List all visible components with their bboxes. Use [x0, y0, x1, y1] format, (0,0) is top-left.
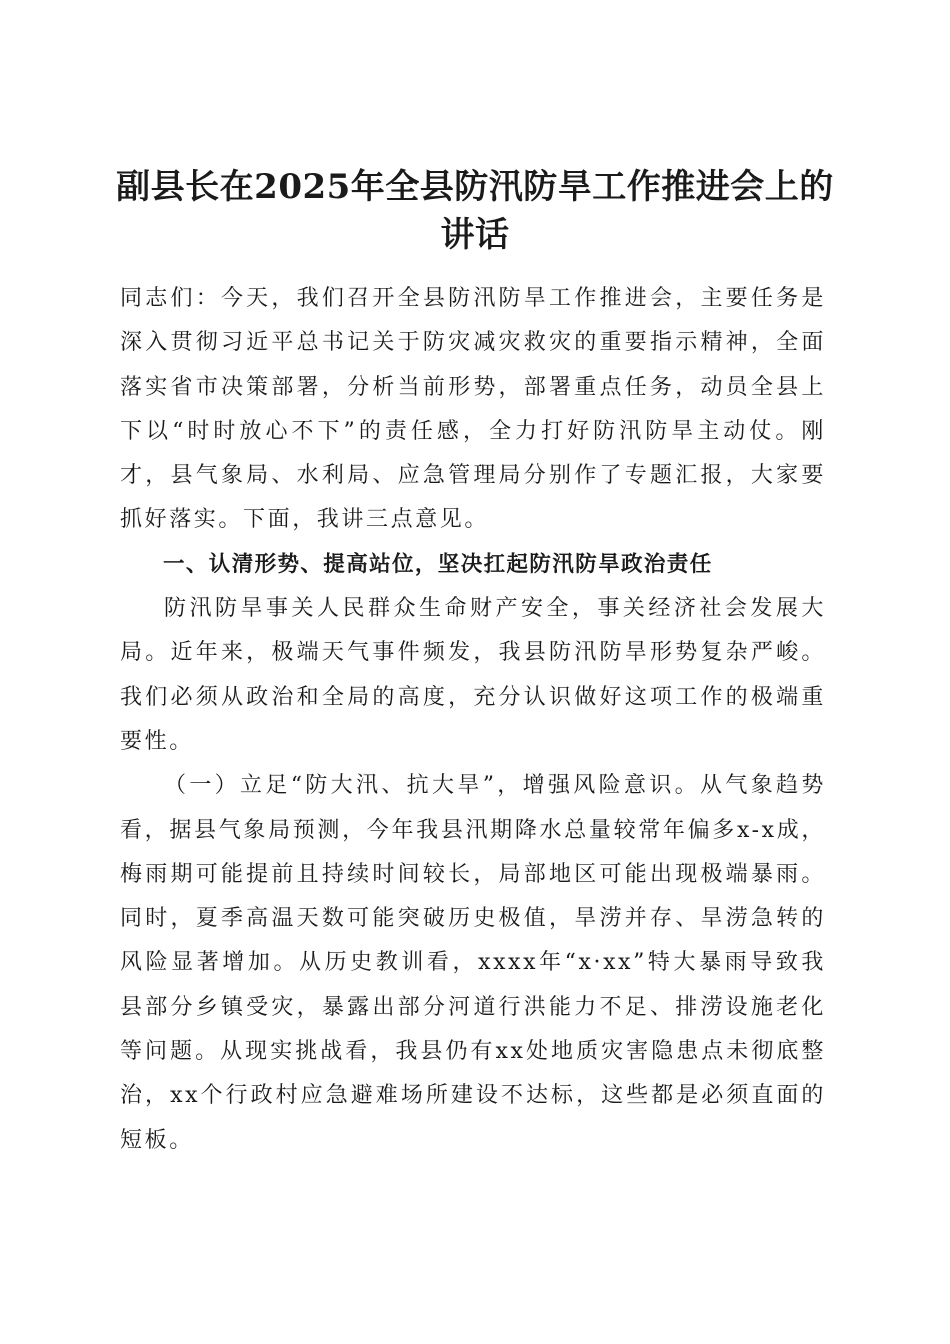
section-intro-paragraph: 防汛防旱事关人民群众生命财产安全，事关经济社会发展大局。近年来，极端天气事件频发，我县防汛防旱形势复杂严峻。我们必须从政治和全局的高度，充分认识做好这项工作的极端重要性。	[120, 596, 826, 754]
document-title: 副县长在2025年全县防汛防旱工作推进会上的讲话	[116, 166, 834, 255]
section-heading: 一、认清形势、提高站位，坚决扛起防汛防旱政治责任	[163, 551, 713, 577]
document-body	[120, 277, 826, 1163]
subsection-paragraph: （一）立足“防大汛、抗大旱”，增强风险意识。从气象趋势看，据县气象局预测，今年我县汛期降水总量较常年偏多x-x成，梅雨期可能提前且持续时间较长，局部地区可能出现极端暴雨。同时，夏季高温天数可能突破历史极值，旱涝并存、旱涝急转的风险显著增加。从历史教训看，xxxx年“x·xx”特大暴雨导致我县部分乡镇受灾，暴露出部分河道行洪能力不足、排涝设施老化等问题。从现实挑战看，我县仍有xx处地质灾害隐患点未彻底整治，xx个行政村应急避难场所建设不达标，这些都是必须直面的短板。	[120, 773, 826, 1153]
opening-paragraph: 同志们：今天，我们召开全县防汛防旱工作推进会，主要任务是深入贯彻习近平总书记关于防灾减灾救灾的重要指示精神，全面落实省市决策部署，分析当前形势，部署重点任务，动员全县上下以“时时放心不下”的责任感，全力打好防汛防旱主动仗。刚才，县气象局、水利局、应急管理局分别作了专题汇报，大家要抓好落实。下面，我讲三点意见。	[120, 286, 826, 533]
